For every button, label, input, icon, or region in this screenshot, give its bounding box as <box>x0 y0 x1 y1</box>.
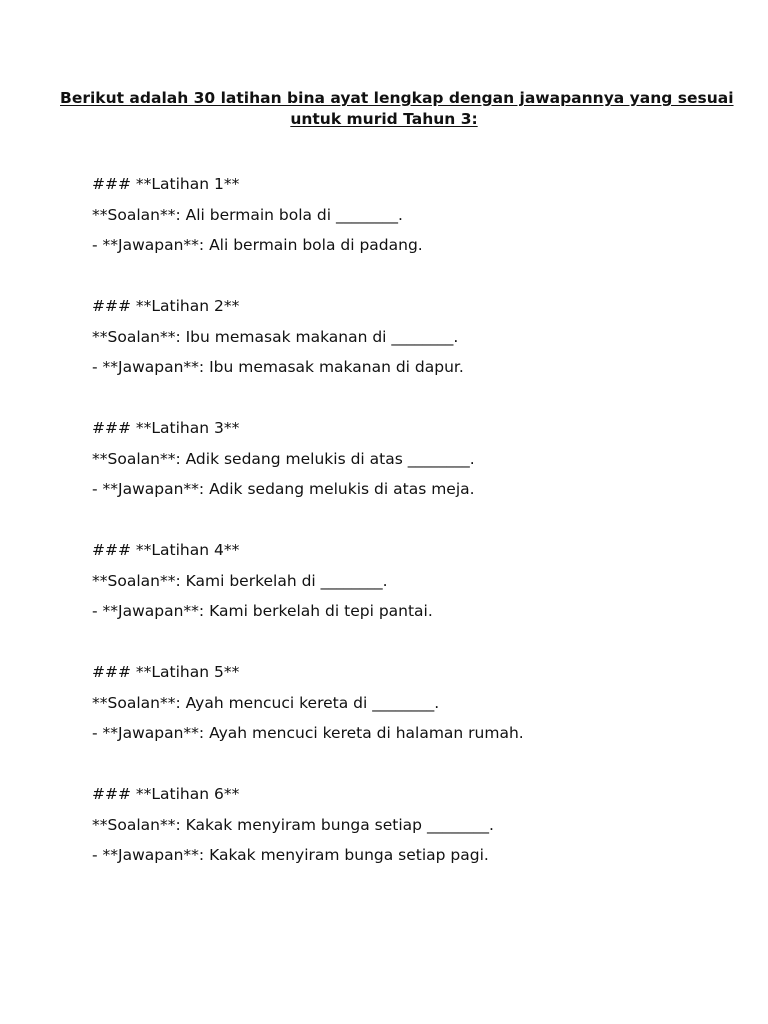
title-line-1: Berikut adalah 30 latihan bina ayat lengkap dengan jawapannya yang sesuai <box>60 89 734 107</box>
exercise-heading: ### **Latihan 6** <box>92 785 240 803</box>
exercise-heading: ### **Latihan 4** <box>92 541 240 559</box>
exercise-list <box>92 169 712 901</box>
exercise-heading: ### **Latihan 5** <box>92 663 240 681</box>
exercise-3 <box>92 413 712 535</box>
exercise-question: **Soalan**: Kami berkelah di ________. <box>92 571 388 590</box>
exercise-6 <box>92 779 712 901</box>
exercise-answer: - **Jawapan**: Adik sedang melukis di atas meja. <box>92 480 475 498</box>
title-line-2: untuk murid Tahun 3: <box>290 110 478 128</box>
exercise-answer: - **Jawapan**: Kakak menyiram bunga setiap pagi. <box>92 846 489 864</box>
exercise-question: **Soalan**: Kakak menyiram bunga setiap ________. <box>92 815 494 834</box>
exercise-question: **Soalan**: Ali bermain bola di ________. <box>92 205 403 224</box>
exercise-1 <box>92 169 712 291</box>
exercise-answer: - **Jawapan**: Kami berkelah di tepi pantai. <box>92 602 433 620</box>
exercise-question: **Soalan**: Adik sedang melukis di atas ________. <box>92 449 475 468</box>
exercise-heading: ### **Latihan 2** <box>92 297 240 315</box>
exercise-4 <box>92 535 712 657</box>
exercise-2 <box>92 291 712 413</box>
exercise-question: **Soalan**: Ayah mencuci kereta di ________. <box>92 693 440 712</box>
exercise-answer: - **Jawapan**: Ayah mencuci kereta di halaman rumah. <box>92 724 524 742</box>
exercise-answer: - **Jawapan**: Ali bermain bola di padang. <box>92 236 423 254</box>
document-title <box>60 88 734 130</box>
exercise-answer: - **Jawapan**: Ibu memasak makanan di dapur. <box>92 358 464 376</box>
exercise-heading: ### **Latihan 3** <box>92 419 240 437</box>
exercise-question: **Soalan**: Ibu memasak makanan di ________. <box>92 327 459 346</box>
exercise-heading: ### **Latihan 1** <box>92 175 240 193</box>
exercise-5 <box>92 657 712 779</box>
